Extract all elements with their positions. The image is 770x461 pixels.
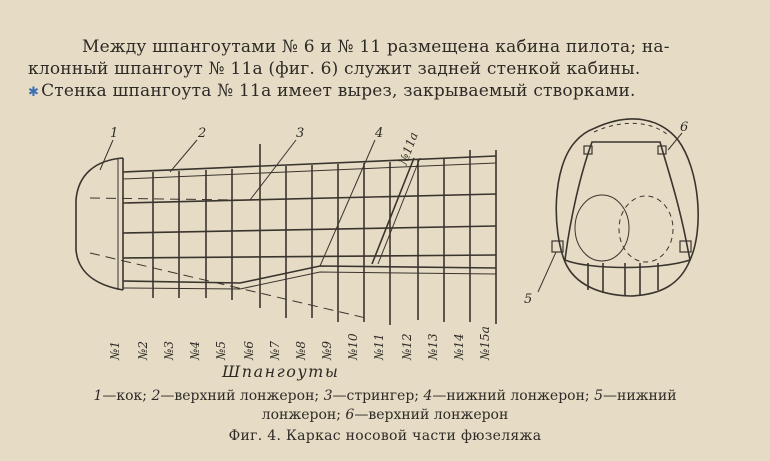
figure-caption: Фиг. 4. Каркас носовой части фюзеляжа bbox=[228, 428, 542, 444]
paragraph-line-2: клонный шпангоут № 11а (фиг. 6) служит задней стенкой кабины. bbox=[28, 59, 641, 79]
legend-text-6: —верхний лонжерон bbox=[354, 407, 509, 423]
frame-number-6: №6 bbox=[242, 341, 256, 360]
frame-number-2: №2 bbox=[136, 341, 150, 360]
legend-num-2: 2 bbox=[151, 388, 161, 404]
legend-text-5: —нижний bbox=[603, 388, 677, 404]
callout-4: 4 bbox=[375, 126, 384, 141]
frames-group bbox=[153, 144, 496, 325]
legend-num-3: 3 bbox=[323, 388, 333, 404]
upper-longeron bbox=[123, 156, 496, 172]
callout-5: 5 bbox=[524, 292, 533, 307]
legend-text-3: —стрингер; bbox=[332, 388, 424, 404]
frame-number-12: №12 bbox=[400, 333, 414, 360]
legend-num-5: 5 bbox=[594, 388, 604, 404]
inclined-frame-label: №11а bbox=[396, 130, 421, 167]
frame-number-9: №9 bbox=[320, 341, 334, 360]
cross-section-drawing bbox=[538, 119, 698, 296]
frame-number-1: №1 bbox=[108, 341, 122, 360]
legend-text-5b: лонжерон; bbox=[261, 407, 346, 423]
frame-number-3: №3 bbox=[162, 341, 176, 360]
callout-1: 1 bbox=[110, 126, 119, 141]
frames-title: Шпангоуты bbox=[222, 362, 340, 381]
paragraph-line-1: Между шпангоутами № 6 и № 11 размещена кабина пилота; на- bbox=[82, 37, 670, 57]
legend-num-6: 6 bbox=[345, 407, 355, 423]
legend-text-4: —нижний лонжерон; bbox=[432, 388, 595, 404]
frame-number-10: №10 bbox=[346, 333, 360, 360]
callout-2: 2 bbox=[198, 126, 207, 141]
frame-number-4: №4 bbox=[188, 341, 202, 360]
frame-number-15a: №15а bbox=[478, 326, 492, 360]
frame-number-14: №14 bbox=[452, 333, 466, 360]
callout-3: 3 bbox=[296, 126, 305, 141]
nose-cone bbox=[76, 158, 123, 290]
lower-longeron bbox=[123, 281, 240, 283]
bullet-mark-icon: ✱ bbox=[28, 85, 40, 100]
inclined-frame-11a bbox=[372, 158, 414, 264]
cross-section-outline bbox=[556, 119, 698, 296]
legend-num-4: 4 bbox=[423, 388, 433, 404]
frame-number-11: №11 bbox=[372, 333, 386, 360]
figure-legend bbox=[60, 387, 710, 425]
legend-text-1: —кок; bbox=[102, 388, 152, 404]
frame-number-7: №7 bbox=[268, 341, 282, 360]
frame-number-5: №5 bbox=[214, 341, 228, 360]
paragraph-line-3-text: Стенка шпангоута № 11а имеет вырез, закрываемый створками. bbox=[41, 81, 636, 101]
legend-num-1: 1 bbox=[93, 388, 103, 404]
callout-6: 6 bbox=[680, 120, 689, 135]
frame-number-8: №8 bbox=[294, 341, 308, 360]
legend-text-2: —верхний лонжерон; bbox=[160, 388, 324, 404]
frame-number-13: №13 bbox=[426, 333, 440, 360]
